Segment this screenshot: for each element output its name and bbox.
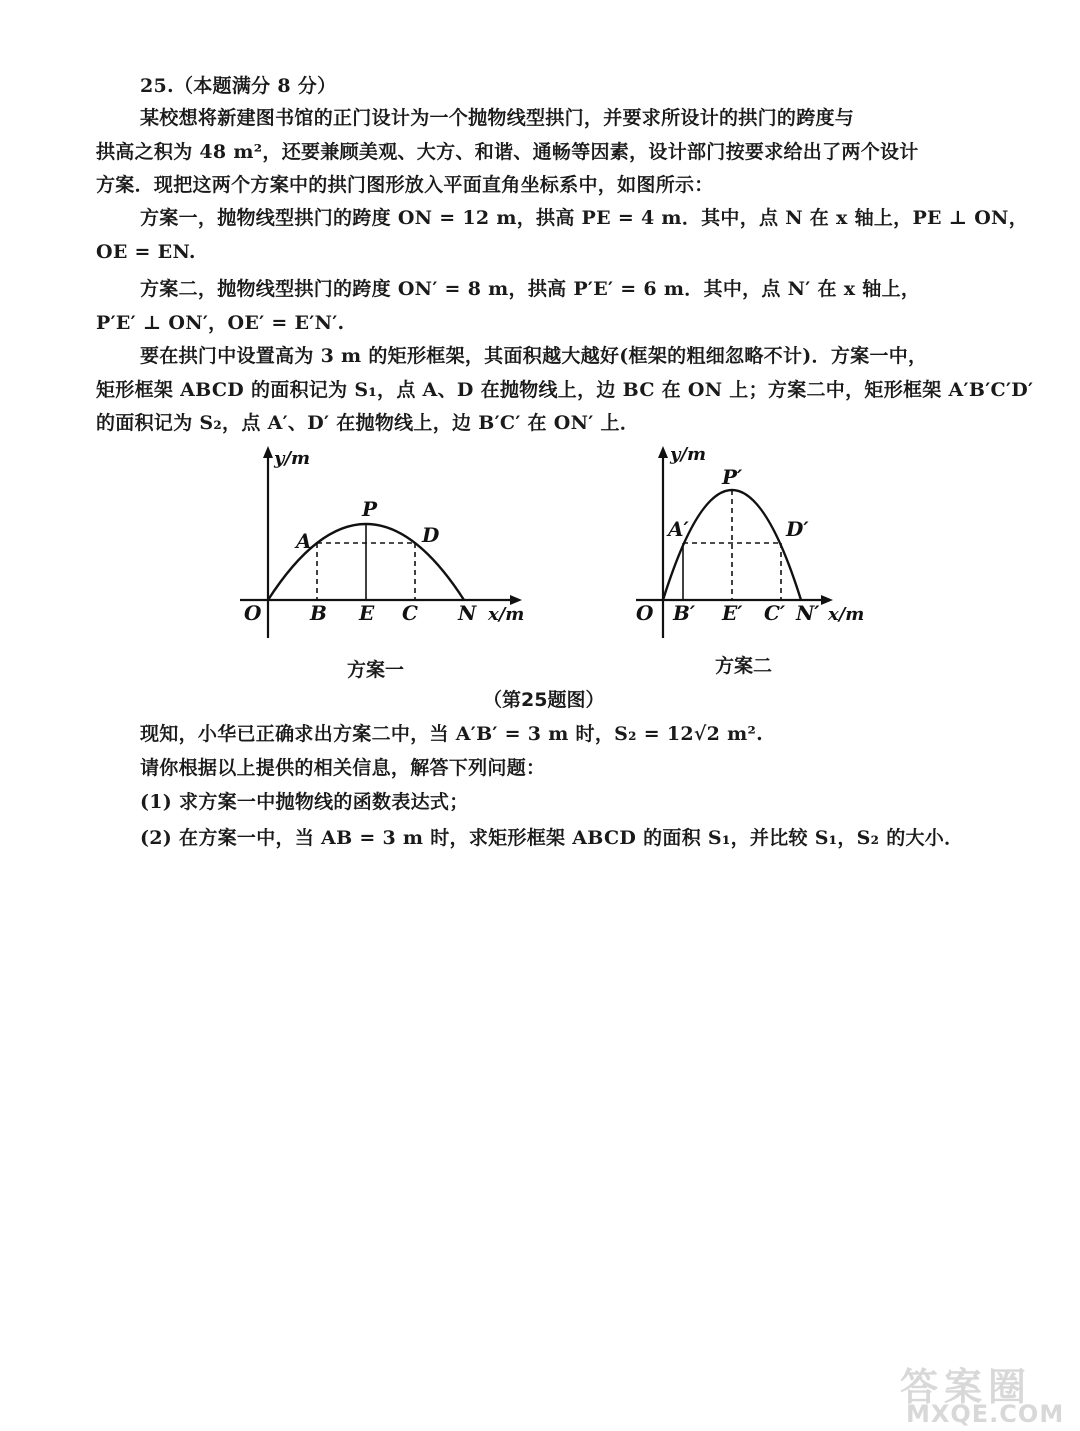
point-label-E: E′ — [722, 601, 743, 625]
point-label-P: P′ — [722, 465, 743, 489]
problem-line: 的面积记为 S₂，点 A′、D′ 在抛物线上，边 B′C′ 在 ON′ 上． — [96, 412, 640, 434]
point-label-A: A′ — [668, 517, 689, 541]
y-axis-label: y/m — [274, 448, 311, 469]
x-axis-label: x/m — [488, 604, 525, 625]
problem-line: P′E′ ⊥ ON′，OE′ = E′N′. — [96, 312, 345, 334]
watermark-title: 答案圈 — [900, 1365, 1033, 1409]
point-label-N: N′ — [796, 601, 820, 625]
question-1: (1) 求方案一中抛物线的函数表达式； — [140, 791, 469, 813]
problem-line: 某校想将新建图书馆的正门设计为一个抛物线型拱门，并要求所设计的拱门的跨度与 — [140, 107, 855, 129]
problem-line: 要在拱门中设置高为 3 m 的矩形框架，其面积越大越好(框架的粗细忽略不计)．方案一中， — [140, 345, 928, 367]
figure-plan-two — [628, 440, 888, 654]
problem-header: 25.（本题满分 8 分） — [140, 75, 337, 97]
watermark-url: MXQE.COM — [906, 1400, 1065, 1428]
point-label-N: N — [458, 601, 477, 625]
point-label-B: B′ — [673, 601, 696, 625]
point-label-A: A — [296, 529, 312, 553]
question-2: (2) 在方案一中，当 AB = 3 m 时，求矩形框架 ABCD 的面积 S₁，并比较 S₁，S₂ 的大小． — [140, 827, 964, 849]
point-label-D: D′ — [786, 517, 809, 541]
point-label-C: C — [402, 601, 418, 625]
point-label-C: C′ — [764, 601, 786, 625]
y-axis-arrow-icon — [263, 446, 273, 458]
problem-line: 方案．现把这两个方案中的拱门图形放入平面直角坐标系中，如图所示： — [96, 174, 714, 196]
point-label-D: D — [422, 523, 440, 547]
problem-line: 拱高之积为 48 m²，还要兼顾美观、大方、和谐、通畅等因素，设计部门按要求给出了两个设计 — [96, 141, 919, 163]
y-axis-arrow-icon — [658, 446, 668, 458]
point-label-O: O — [636, 601, 654, 625]
point-label-E: E — [359, 601, 375, 625]
figure-plan-one — [230, 440, 530, 654]
y-axis-label: y/m — [670, 444, 707, 465]
problem-line: 现知，小华已正确求出方案二中，当 A′B′ = 3 m 时，S₂ = 12√2 m². — [140, 723, 764, 745]
problem-line: OE = EN. — [96, 241, 196, 263]
point-label-B: B — [310, 601, 327, 625]
figure-two-caption: 方案二 — [715, 655, 773, 677]
point-label-P: P — [362, 497, 378, 521]
problem-line: 请你根据以上提供的相关信息，解答下列问题： — [140, 757, 546, 779]
point-label-O: O — [244, 601, 262, 625]
figure-caption: （第25题图） — [483, 689, 605, 711]
problem-line: 矩形框架 ABCD 的面积记为 S₁，点 A、D 在抛物线上，边 BC 在 ON 上；方案二中，矩形框架 A′B′C′D′ — [96, 379, 1034, 401]
watermark-logo — [900, 1356, 1076, 1426]
x-axis-label: x/m — [828, 604, 865, 625]
figure-one-caption: 方案一 — [347, 659, 405, 681]
problem-line: 方案一，抛物线型拱门的跨度 ON = 12 m，拱高 PE = 4 m．其中，点 N 在 x 轴上，PE ⊥ ON， — [140, 207, 1029, 229]
problem-line: 方案二，抛物线型拱门的跨度 ON′ = 8 m，拱高 P′E′ = 6 m．其中，点 N′ 在 x 轴上， — [140, 278, 921, 300]
